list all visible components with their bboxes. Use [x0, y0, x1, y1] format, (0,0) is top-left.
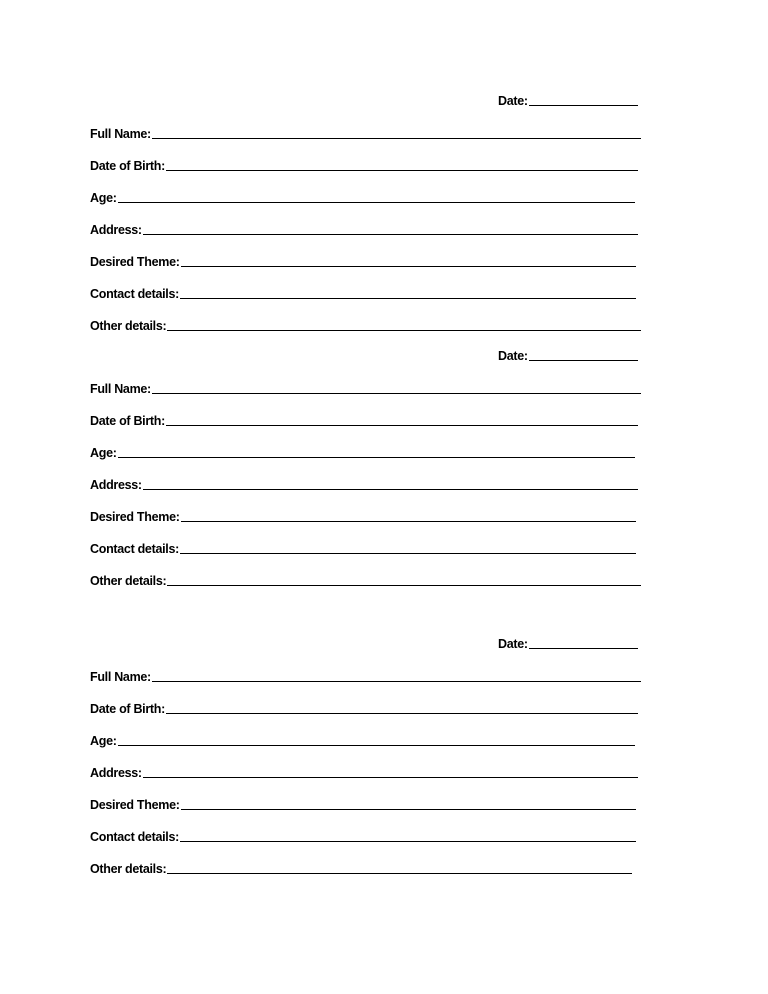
date-field: [498, 633, 638, 651]
contact-details-label: Contact details:: [90, 287, 179, 301]
date-of-birth-label: Date of Birth:: [90, 702, 165, 716]
address-label: Address:: [90, 478, 142, 492]
desired-theme-line[interactable]: [181, 266, 636, 267]
other-details-field: [90, 315, 641, 333]
date-of-birth-field: [90, 410, 638, 428]
other-details-line[interactable]: [167, 330, 641, 331]
full-name-line[interactable]: [152, 393, 641, 394]
desired-theme-field: [90, 506, 636, 524]
date-line[interactable]: [529, 648, 638, 649]
address-field: [90, 219, 638, 237]
date-of-birth-line[interactable]: [166, 713, 638, 714]
full-name-label: Full Name:: [90, 670, 151, 684]
date-of-birth-field: [90, 698, 638, 716]
desired-theme-label: Desired Theme:: [90, 798, 180, 812]
address-label: Address:: [90, 766, 142, 780]
contact-details-line[interactable]: [180, 553, 636, 554]
desired-theme-field: [90, 251, 636, 269]
age-field: [90, 730, 635, 748]
full-name-field: [90, 666, 641, 684]
date-of-birth-label: Date of Birth:: [90, 414, 165, 428]
date-of-birth-line[interactable]: [166, 170, 638, 171]
age-label: Age:: [90, 191, 117, 205]
age-label: Age:: [90, 734, 117, 748]
date-line[interactable]: [529, 360, 638, 361]
date-label: Date:: [498, 637, 528, 651]
address-line[interactable]: [143, 489, 638, 490]
date-of-birth-field: [90, 155, 638, 173]
date-label: Date:: [498, 94, 528, 108]
other-details-field: [90, 570, 641, 588]
full-name-field: [90, 378, 641, 396]
other-details-label: Other details:: [90, 862, 167, 876]
address-field: [90, 474, 638, 492]
date-field: [498, 345, 638, 363]
full-name-label: Full Name:: [90, 127, 151, 141]
contact-details-field: [90, 538, 636, 556]
date-of-birth-line[interactable]: [166, 425, 638, 426]
other-details-label: Other details:: [90, 319, 167, 333]
other-details-field: [90, 858, 632, 876]
address-field: [90, 762, 638, 780]
desired-theme-line[interactable]: [181, 809, 636, 810]
date-field: [498, 90, 638, 108]
age-line[interactable]: [118, 457, 635, 458]
contact-details-field: [90, 283, 636, 301]
address-line[interactable]: [143, 777, 638, 778]
age-line[interactable]: [118, 745, 635, 746]
desired-theme-label: Desired Theme:: [90, 255, 180, 269]
other-details-label: Other details:: [90, 574, 167, 588]
full-name-label: Full Name:: [90, 382, 151, 396]
contact-details-line[interactable]: [180, 298, 636, 299]
desired-theme-label: Desired Theme:: [90, 510, 180, 524]
full-name-field: [90, 123, 641, 141]
full-name-line[interactable]: [152, 138, 641, 139]
contact-details-field: [90, 826, 636, 844]
contact-details-label: Contact details:: [90, 830, 179, 844]
address-line[interactable]: [143, 234, 638, 235]
contact-details-label: Contact details:: [90, 542, 179, 556]
age-line[interactable]: [118, 202, 635, 203]
other-details-line[interactable]: [167, 873, 632, 874]
date-label: Date:: [498, 349, 528, 363]
address-label: Address:: [90, 223, 142, 237]
age-label: Age:: [90, 446, 117, 460]
desired-theme-line[interactable]: [181, 521, 636, 522]
desired-theme-field: [90, 794, 636, 812]
date-of-birth-label: Date of Birth:: [90, 159, 165, 173]
contact-details-line[interactable]: [180, 841, 636, 842]
full-name-line[interactable]: [152, 681, 641, 682]
other-details-line[interactable]: [167, 585, 641, 586]
date-line[interactable]: [529, 105, 638, 106]
age-field: [90, 187, 635, 205]
age-field: [90, 442, 635, 460]
